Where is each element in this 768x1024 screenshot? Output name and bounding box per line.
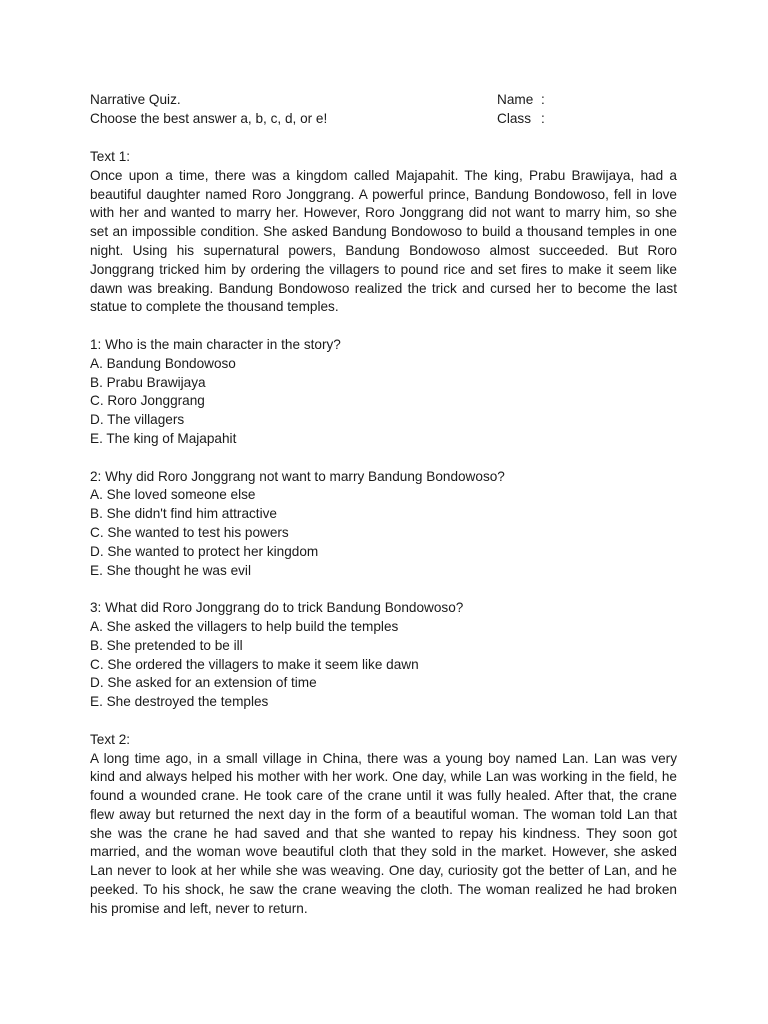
option-a: A. She loved someone else xyxy=(90,487,256,503)
option-d: D. The villagers xyxy=(90,412,185,428)
option-b: B. She didn't find him attractive xyxy=(90,506,277,522)
quiz-instruction: Choose the best answer a, b, c, d, or e! xyxy=(90,111,328,126)
option-c: C. She ordered the villagers to make it seem like dawn xyxy=(90,656,419,672)
option-e: E. The king of Majapahit xyxy=(90,430,237,446)
quiz-page xyxy=(90,91,677,919)
name-separator: : xyxy=(541,92,545,107)
name-field xyxy=(497,91,545,110)
header-fields xyxy=(497,91,545,129)
option-d: D. She wanted to protect her kingdom xyxy=(90,543,319,559)
question-prompt: 1: Who is the main character in the story? xyxy=(90,336,341,352)
class-label: Class xyxy=(497,111,531,126)
option-b: B. Prabu Brawijaya xyxy=(90,374,206,390)
header-left xyxy=(90,91,327,129)
class-field xyxy=(497,110,545,129)
question-prompt: 3: What did Roro Jonggrang do to trick Bandung Bondowoso? xyxy=(90,600,464,616)
text2-title: Text 2: xyxy=(90,731,131,747)
class-separator: : xyxy=(541,111,545,126)
option-e: E. She thought he was evil xyxy=(90,562,251,578)
quiz-header xyxy=(90,91,677,129)
text2-passage: A long time ago, in a small village in China, there was a young boy named Lan. Lan was very kind and always helped his mother with her work. One day, while Lan was working in the field, he found a wounded crane. He took care of the crane until it was fully healed. After that, the crane flew away but returned the next day in the form of a beautiful woman. The woman told Lan that she was the crane he had saved and that she wanted to repay his kindness. They soon got married, and the woman wove beautiful cloth that they sold in the market. However, she asked Lan never to look at her while she was weaving. One day, curiosity got the better of Lan, and he peeked. To his shock, he saw the crane weaving the cloth. The woman realized he had broken his promise and left, never to return. xyxy=(90,750,677,916)
question-prompt: 2: Why did Roro Jonggrang not want to marry Bandung Bondowoso? xyxy=(90,468,505,484)
question-2 xyxy=(90,468,677,581)
question-1 xyxy=(90,336,677,449)
option-e: E. She destroyed the temples xyxy=(90,694,269,710)
text1-title: Text 1: xyxy=(90,149,131,164)
option-a: A. Bandung Bondowoso xyxy=(90,355,236,371)
option-c: C. She wanted to test his powers xyxy=(90,524,289,540)
quiz-title: Narrative Quiz. xyxy=(90,92,181,107)
name-label: Name xyxy=(497,92,534,107)
text1-passage: Once upon a time, there was a kingdom called Majapahit. The king, Prabu Brawijaya, had a beautiful daughter named Roro Jonggrang. A powerful prince, Bandung Bondowoso, fell in love with her and wanted to marry her. However, Roro Jonggrang did not want to marry him, so she set an impossible condition. She asked Bandung Bondowoso to build a thousand temples in one night. Using his supernatural powers, Bandung Bondowoso almost succeeded. But Roro Jonggrang tricked him by ordering the villagers to pound rice and set fires to make it seem like dawn was breaking. Bandung Bondowoso realized the trick and cursed her to become the last statue to complete the thousand temples. xyxy=(90,167,677,315)
question-3 xyxy=(90,599,677,712)
option-b: B. She pretended to be ill xyxy=(90,637,243,653)
option-a: A. She asked the villagers to help build the temples xyxy=(90,618,399,634)
option-c: C. Roro Jonggrang xyxy=(90,393,205,409)
option-d: D. She asked for an extension of time xyxy=(90,675,317,691)
